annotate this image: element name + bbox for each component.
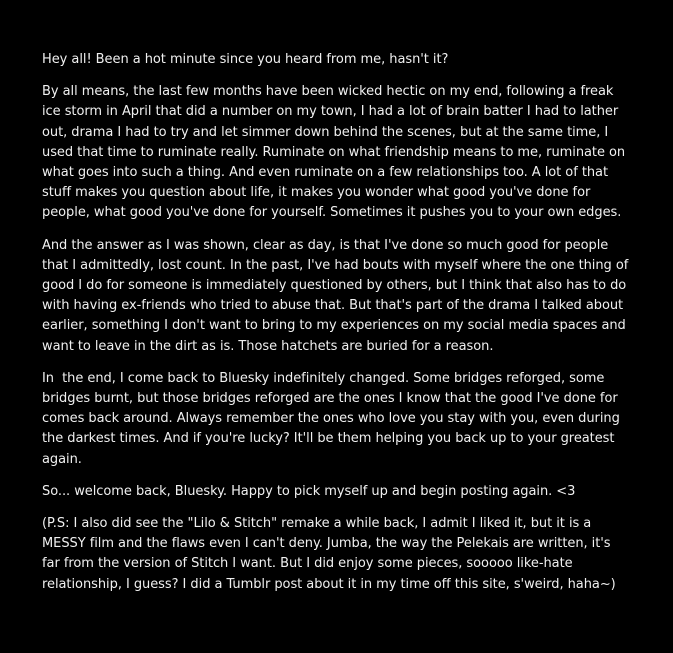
post-body xyxy=(42,50,632,607)
paragraph-reflection: By all means, the last few months have been wicked hectic on my end, following a freak ice storm in April that did a number on my town, I had a lot of brain batter I had to lather out, drama I had to try and let simmer down behind the scenes, but at the same time, I used that time to ruminate really. Ruminate on what friendship means to me, ruminate on what goes into such a thing. And even ruminate on a few relationships too. A lot of that stuff makes you question about life, it makes you wonder what good you've done for people, what good you've done for yourself. Sometimes it pushes you to your own edges. xyxy=(42,84,630,221)
paragraph-welcome: So... welcome back, Bluesky. Happy to pick myself up and begin posting again. <3 xyxy=(42,483,576,499)
paragraph-greeting: Hey all! Been a hot minute since you heard from me, hasn't it? xyxy=(42,52,449,67)
paragraph-return: In the end, I come back to Bluesky indefinitely changed. Some bridges reforged, some bridges burnt, but those bridges reforged are the ones I know that the good I've done for comes back around. Always remember the ones who love you stay with you, even during the darkest times. And if you're lucky? It'll be them helping you back up to your greatest again. xyxy=(42,370,624,467)
paragraph-answer: And the answer as I was shown, clear as day, is that I've done so much good for people that I admittedly, lost count. In the past, I've had bouts with myself where the one thing of good I do for someone is immediately questioned by others, but I think that also has to do with having ex-friends who tried to abuse that. But that's part of the drama I talked about earlier, something I don't want to bring to my experiences on my social media spaces and want to leave in the dirt as is. Those hatchets are buried for a reason. xyxy=(42,237,633,354)
paragraph-postscript: (P.S: I also did see the "Lilo & Stitch" remake a while back, I admit I liked it, but it is a MESSY film and the flaws even I can't deny. Jumba, the way the Pelekais are written, it's far from the version of Stitch I want. But I did enjoy some pieces, sooooo like-hate relationship, I guess? I did a Tumblr post about it in my time off this site, s'weird, haha~) xyxy=(42,516,616,592)
